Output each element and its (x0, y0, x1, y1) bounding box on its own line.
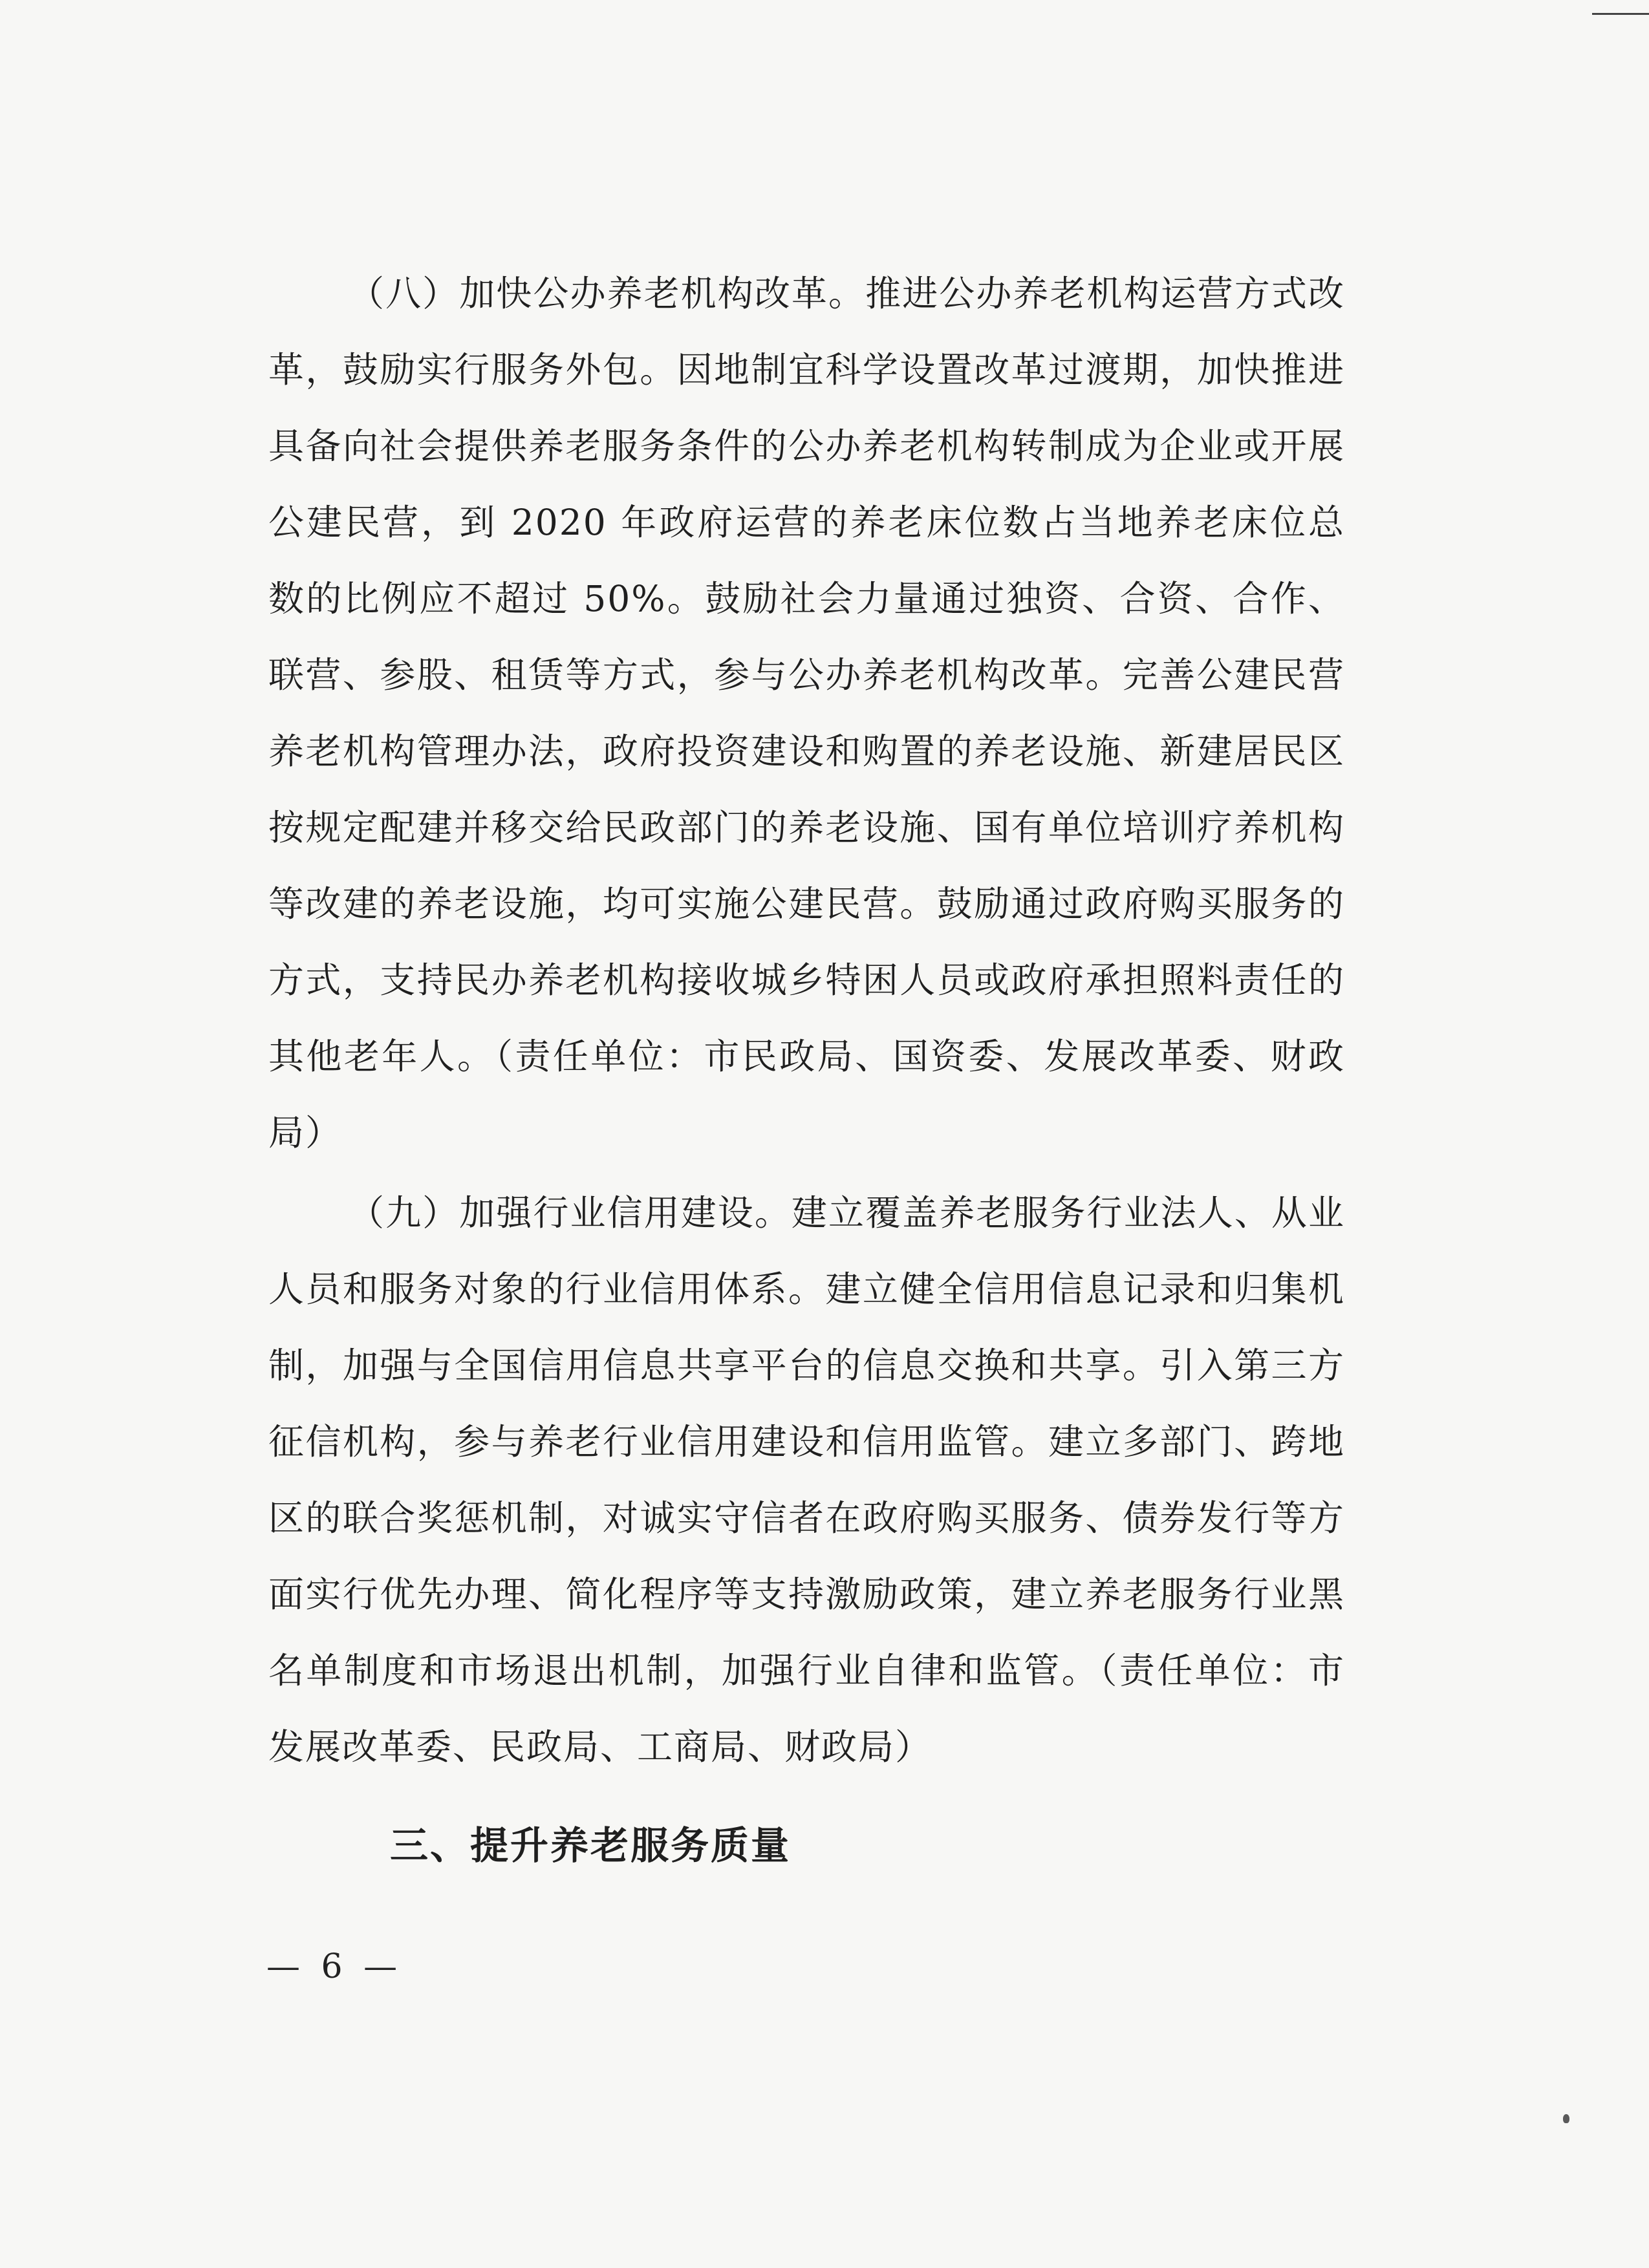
scan-dot-mark (1563, 2114, 1569, 2123)
section-title: 三、提升养老服务质量 (390, 1823, 792, 1868)
paragraph-eight: （八）加快公办养老机构改革。推进公办养老机构运营方式改革，鼓励实行服务外包。因地制宜科学设置改革过渡期，加快推进具备向社会提供养老服务条件的公办养老机构转制成为企业或开展公建民营，到 2020 年政府运营的养老床位数占当地养老床位总数的比例应不超过 50%。鼓励社会力量通过独资、合资、合作、联营、参股、租赁等方式，参与公办养老机构改革。完善公建民营养老机构管理办法，政府投资建设和购置的养老设施、新建居民区按规定配建并移交给民政部门的养老设施、国有单位培训疗养机构等改建的养老设施，均可实施公建民营。鼓励通过政府购买服务的方式，支持民办养老机构接收城乡特困人员或政府承担照料责任的其他老年人。（责任单位：市民政局、国资委、发展改革委、财政局） (268, 273, 1345, 1153)
page-number: — 6 — (266, 1947, 403, 1986)
paragraph-nine: （九）加强行业信用建设。建立覆盖养老服务行业法人、从业人员和服务对象的行业信用体系。建立健全信用信息记录和归集机制，加强与全国信用信息共享平台的信息交换和共享。引入第三方征信机构，参与养老行业信用建设和信用监管。建立多部门、跨地区的联合奖惩机制，对诚实守信者在政府购买服务、债券发行等方面实行优先办理、简化程序等支持激励政策，建立养老服务行业黑名单制度和市场退出机制，加强行业自律和监管。（责任单位：市发展改革委、民政局、工商局、财政局） (268, 1192, 1345, 1768)
document-page (268, 255, 1345, 1872)
corner-scan-mark (1592, 13, 1649, 15)
